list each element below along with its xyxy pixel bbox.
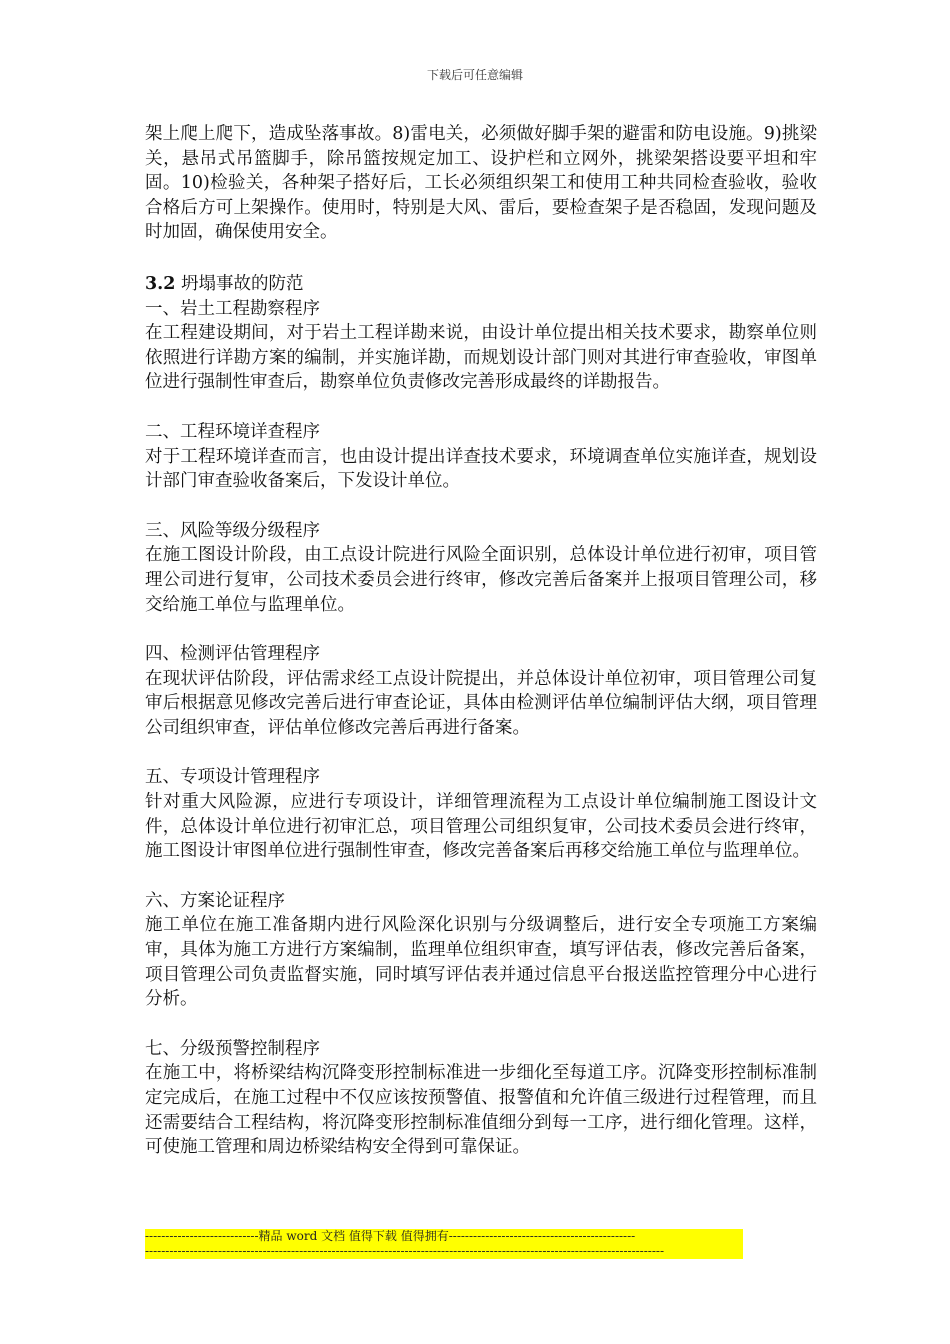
spacer	[145, 245, 817, 272]
subsection-heading: 四、检测评估管理程序	[145, 644, 320, 665]
spacer	[145, 740, 817, 765]
footer-line-1: ----------------------------精品 word 文档 值得下载 值得拥有----------------------------------------------	[145, 1229, 636, 1243]
spacer	[145, 1012, 817, 1037]
subsection-body: 针对重大风险源，应进行专项设计，详细管理流程为工点设计单位编制施工图设计文件，总体设计单位进行初审汇总，项目管理公司组织复审，公司技术委员会进行终审，施工图设计审图单位进行强制性审查，修改完善备案后再移交给施工单位与监理单位。	[145, 792, 817, 862]
spacer	[145, 617, 817, 642]
footer-banner	[145, 1229, 743, 1259]
footer-line-2: --------------------------------------------------------------------------------------------------------------------------------	[145, 1244, 664, 1258]
subsection-body: 在施工中，将桥梁结构沉降变形控制标准进一步细化至每道工序。沉降变形控制标准制定完成后，在施工过程中不仅应该按预警值、报警值和允许值三级进行过程管理，而且还需要结合工程结构，将沉降变形控制标准值细分到每一工序，进行细化管理。这样，可使施工管理和周边桥梁结构安全得到可靠保证。	[145, 1063, 817, 1158]
subsection-heading: 六、方案论证程序	[145, 890, 285, 911]
document-body	[145, 122, 817, 1160]
subsection-body: 施工单位在施工准备期内进行风险深化识别与分级调整后，进行安全专项施工方案编审，具体为施工方进行方案编制，监理单位组织审查，填写评估表，修改完善后备案，项目管理公司负责监督实施，同时填写评估表并通过信息平台报送监控管理分中心进行分析。	[145, 915, 817, 1010]
subsection-body: 在工程建设期间，对于岩土工程详勘来说，由设计单位提出相关技术要求，勘察单位则依照进行详勘方案的编制，并实施详勘，而规划设计部门则对其进行审查验收，审图单位进行强制性审查后，勘察单位负责修改完善形成最终的详勘报告。	[145, 323, 817, 393]
subsection-heading: 一、岩土工程勘察程序	[145, 298, 320, 319]
subsection-heading: 二、工程环境详查程序	[145, 421, 320, 442]
spacer	[145, 864, 817, 889]
subsection-heading: 五、专项设计管理程序	[145, 767, 320, 788]
subsection-heading: 七、分级预警控制程序	[145, 1038, 320, 1059]
section-title	[145, 272, 817, 297]
section-number: 3.2	[145, 273, 176, 294]
subsection-heading: 三、风险等级分级程序	[145, 520, 320, 541]
spacer	[145, 494, 817, 519]
subsection-body: 在施工图设计阶段，由工点设计院进行风险全面识别，总体设计单位进行初审，项目管理公司进行复审，公司技术委员会进行终审，修改完善后备案并上报项目管理公司，移交给施工单位与监理单位。	[145, 545, 817, 615]
spacer	[145, 395, 817, 420]
subsection-body: 对于工程环境详查而言，也由设计提出详查技术要求，环境调查单位实施详查，规划设计部门审查验收备案后，下发设计单位。	[145, 446, 817, 492]
subsection-body: 在现状评估阶段，评估需求经工点设计院提出，并总体设计单位初审，项目管理公司复审后根据意见修改完善后进行审查论证，具体由检测评估单位编制评估大纲，项目管理公司组织审查，评估单位修改完善后再进行备案。	[145, 668, 817, 738]
section-title-text: 坍塌事故的防范	[181, 273, 304, 294]
intro-paragraph: 架上爬上爬下，造成坠落事故。8)雷电关，必须做好脚手架的避雷和防电设施。9)挑梁关，悬吊式吊篮脚手，除吊篮按规定加工、设护栏和立网外，挑梁架搭设要平坦和牢固。10)检验关，各种架子搭好后，工长必须组织架工和使用工种共同检查验收，验收合格后方可上架操作。使用时，特别是大风、雷后，要检查架子是否稳固，发现问题及时加固，确保使用安全。	[145, 124, 817, 243]
page-header: 下载后可任意编辑	[426, 68, 523, 82]
